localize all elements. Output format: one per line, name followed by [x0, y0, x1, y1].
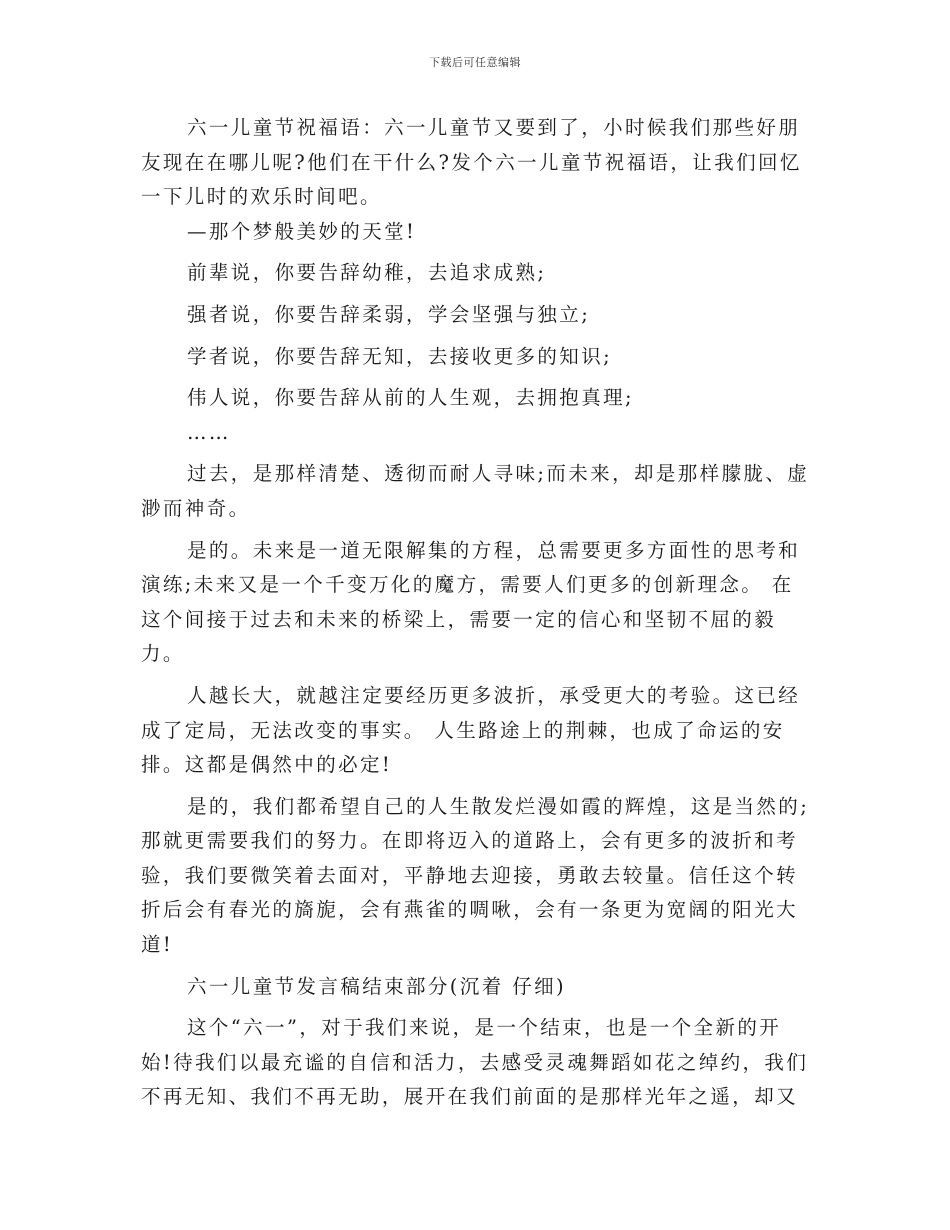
elders-line: 前辈说，你要告辞幼稚，去追求成熟;	[187, 261, 547, 285]
page-header-note: 下载后可任意编辑	[429, 56, 521, 69]
hope-paragraph: 是的，我们都希望自己的人生散发烂漫如霞的辉煌，这是当然的;那就更需要我们的努力。在即将迈入的道路上，会有更多的波折和考验，我们要微笑着去面对，平静地去迎接，勇敢去较量。信任这个转折后会有春光的旖旎，会有燕雀的啁啾，会有一条更为宽阔的阳光大道!	[141, 794, 810, 957]
ending-paragraph: 这个“六一”，对于我们来说，是一个结束，也是一个全新的开始!待我们以最充谧的自信和活力，去感受灵魂舞蹈如花之绰约，我们不再无知、我们不再无助，展开在我们前面的是那样光年之遥，却又	[141, 1016, 809, 1109]
ellipsis-line: ……	[187, 420, 231, 444]
strong-line: 强者说，你要告辞柔弱，学会坚强与独立;	[187, 302, 591, 326]
section-title: 六一儿童节发言稿结束部分(沉着 仔细)	[187, 974, 567, 998]
future-paragraph: 是的。未来是一道无限解集的方程，总需要更多方面性的思考和演练;未来又是一个千变万化的魔方，需要人们更多的创新理念。 在这个间接于过去和未来的桥梁上，需要一定的信心和坚韧不屈的毅力。	[141, 538, 801, 666]
scholar-line: 学者说，你要告辞无知，去接收更多的知识;	[187, 344, 613, 368]
document-body	[141, 111, 813, 1115]
heaven-line: —那个梦般美妙的天堂!	[187, 219, 417, 243]
growing-paragraph: 人越长大，就越注定要经历更多波折，承受更大的考验。这已经成了定局，无法改变的事实。 人生路途上的荆棘，也成了命运的安排。这都是偶然中的必定!	[141, 683, 801, 777]
great-man-line: 伟人说，你要告辞从前的人生观，去拥抱真理;	[187, 386, 634, 410]
intro-paragraph: 六一儿童节祝福语：六一儿童节又要到了，小时候我们那些好朋友现在在哪儿呢?他们在干什么?发个六一儿童节祝福语，让我们回忆一下儿时的欢乐时间吧。	[141, 116, 802, 209]
past-paragraph: 过去，是那样清楚、透彻而耐人寻味;而未来，却是那样朦胧、虚渺而神奇。	[141, 462, 810, 520]
